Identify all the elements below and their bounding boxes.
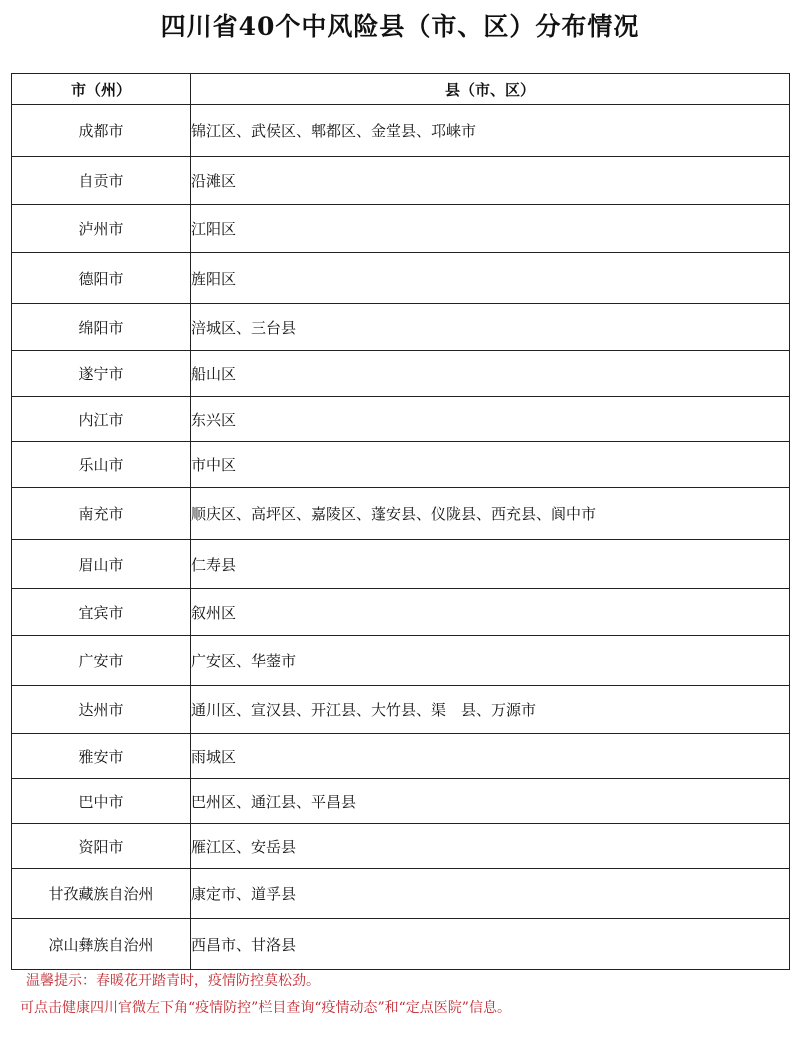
column-header-county: 县（市、区） xyxy=(191,74,790,105)
city-cell: 遂宁市 xyxy=(12,351,191,397)
county-cell: 旌阳区 xyxy=(191,253,790,304)
footer-info-line: 可点击健康四川官微左下角“疫情防控”栏目查询“疫情动态”和“定点医院”信息。 xyxy=(20,1000,511,1016)
city-cell: 内江市 xyxy=(12,397,191,442)
table-row xyxy=(12,253,790,304)
city-cell: 自贡市 xyxy=(12,157,191,205)
county-cell: 东兴区 xyxy=(191,397,790,442)
table-row xyxy=(12,304,790,351)
table-row xyxy=(12,442,790,488)
city-cell: 宜宾市 xyxy=(12,589,191,636)
county-cell: 锦江区、武侯区、郫都区、金堂县、邛崃市 xyxy=(191,105,790,157)
table-row xyxy=(12,919,790,970)
table-row xyxy=(12,686,790,734)
table-row xyxy=(12,636,790,686)
table-row xyxy=(12,540,790,589)
county-cell: 江阳区 xyxy=(191,205,790,253)
table-row xyxy=(12,734,790,779)
county-cell: 顺庆区、高坪区、嘉陵区、蓬安县、仪陇县、西充县、阆中市 xyxy=(191,488,790,540)
table-row xyxy=(12,105,790,157)
city-cell: 雅安市 xyxy=(12,734,191,779)
county-cell: 通川区、宣汉县、开江县、大竹县、渠 县、万源市 xyxy=(191,686,790,734)
city-cell: 成都市 xyxy=(12,105,191,157)
county-cell: 巴州区、通江县、平昌县 xyxy=(191,779,790,824)
risk-county-table xyxy=(11,73,790,970)
county-cell: 叙州区 xyxy=(191,589,790,636)
city-cell: 达州市 xyxy=(12,686,191,734)
column-header-city: 市（州） xyxy=(12,74,191,105)
city-cell: 南充市 xyxy=(12,488,191,540)
county-cell: 雨城区 xyxy=(191,734,790,779)
footer-tip-line: 温馨提示：春暖花开踏青时，疫情防控莫松劲。 xyxy=(26,973,320,989)
city-cell: 泸州市 xyxy=(12,205,191,253)
city-cell: 乐山市 xyxy=(12,442,191,488)
page-title: 四川省40个中风险县（市、区）分布情况 xyxy=(160,12,640,41)
county-cell: 涪城区、三台县 xyxy=(191,304,790,351)
table-row xyxy=(12,824,790,869)
city-cell: 资阳市 xyxy=(12,824,191,869)
table-header-row xyxy=(12,74,790,105)
table-row xyxy=(12,157,790,205)
county-cell: 广安区、华蓥市 xyxy=(191,636,790,686)
footer-notice xyxy=(20,968,796,1022)
table-row xyxy=(12,488,790,540)
table-row xyxy=(12,397,790,442)
county-cell: 西昌市、甘洛县 xyxy=(191,919,790,970)
county-cell: 沿滩区 xyxy=(191,157,790,205)
city-cell: 德阳市 xyxy=(12,253,191,304)
county-cell: 康定市、道孚县 xyxy=(191,869,790,919)
city-cell: 甘孜藏族自治州 xyxy=(12,869,191,919)
table-row xyxy=(12,869,790,919)
table-row xyxy=(12,589,790,636)
city-cell: 凉山彝族自治州 xyxy=(12,919,191,970)
table-row xyxy=(12,205,790,253)
table-row xyxy=(12,351,790,397)
county-cell: 雁江区、安岳县 xyxy=(191,824,790,869)
city-cell: 巴中市 xyxy=(12,779,191,824)
county-cell: 市中区 xyxy=(191,442,790,488)
city-cell: 广安市 xyxy=(12,636,191,686)
table-row xyxy=(12,779,790,824)
county-cell: 仁寿县 xyxy=(191,540,790,589)
city-cell: 眉山市 xyxy=(12,540,191,589)
city-cell: 绵阳市 xyxy=(12,304,191,351)
county-cell: 船山区 xyxy=(191,351,790,397)
